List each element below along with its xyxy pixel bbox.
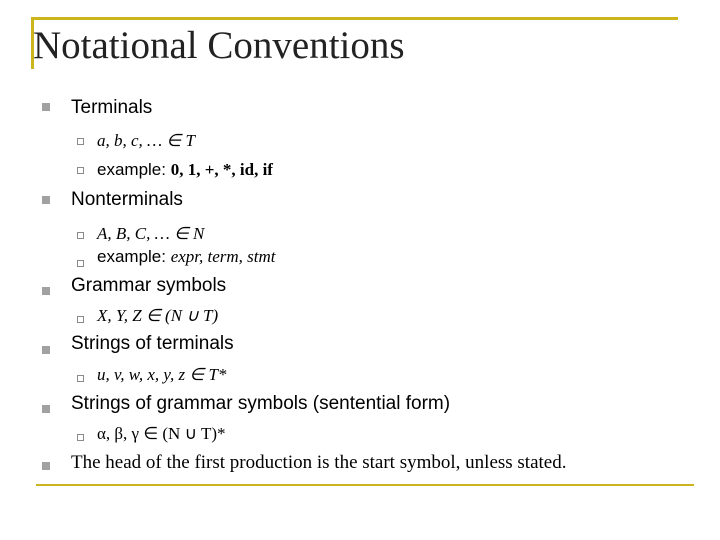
example-prefix: example: <box>97 160 171 179</box>
bullet-start-symbol-note: The head of the first production is the start symbol, unless stated. <box>71 452 567 473</box>
square-bullet-icon <box>42 287 50 295</box>
terminals-example-values: 0, 1, +, *, id, if <box>170 160 273 179</box>
hollow-square-bullet-icon <box>77 434 84 441</box>
terminals-set: a, b, c, … ∈ T <box>97 131 195 150</box>
title-rule-top <box>31 17 678 20</box>
slide-title: Notational Conventions <box>33 24 405 67</box>
sentential-form-set: α, β, γ ∈ (N ∪ T)* <box>97 424 226 443</box>
square-bullet-icon <box>42 462 50 470</box>
terminal-strings-set: u, v, w, x, y, z ∈ T* <box>97 365 227 384</box>
bullet-terminals: Terminals <box>71 97 153 118</box>
nonterminals-example <box>97 246 276 268</box>
square-bullet-icon <box>42 103 50 111</box>
square-bullet-icon <box>42 196 50 204</box>
square-bullet-icon <box>42 346 50 354</box>
footer-rule <box>36 484 694 486</box>
nonterminals-set: A, B, C, … ∈ N <box>97 224 205 243</box>
grammar-symbols-set: X, Y, Z ∈ (N ∪ T) <box>97 306 219 325</box>
hollow-square-bullet-icon <box>77 316 84 323</box>
terminals-example <box>97 159 273 181</box>
bullet-strings-of-terminals: Strings of terminals <box>71 333 234 354</box>
example-prefix: example: <box>97 247 171 266</box>
hollow-square-bullet-icon <box>77 260 84 267</box>
nonterminals-example-values: expr, term, stmt <box>170 247 276 266</box>
square-bullet-icon <box>42 405 50 413</box>
hollow-square-bullet-icon <box>77 232 84 239</box>
hollow-square-bullet-icon <box>77 167 84 174</box>
bullet-sentential-form: Strings of grammar symbols (sentential form) <box>71 393 451 414</box>
bullet-grammar-symbols: Grammar symbols <box>71 275 227 296</box>
hollow-square-bullet-icon <box>77 375 84 382</box>
bullet-nonterminals: Nonterminals <box>71 189 183 210</box>
hollow-square-bullet-icon <box>77 138 84 145</box>
